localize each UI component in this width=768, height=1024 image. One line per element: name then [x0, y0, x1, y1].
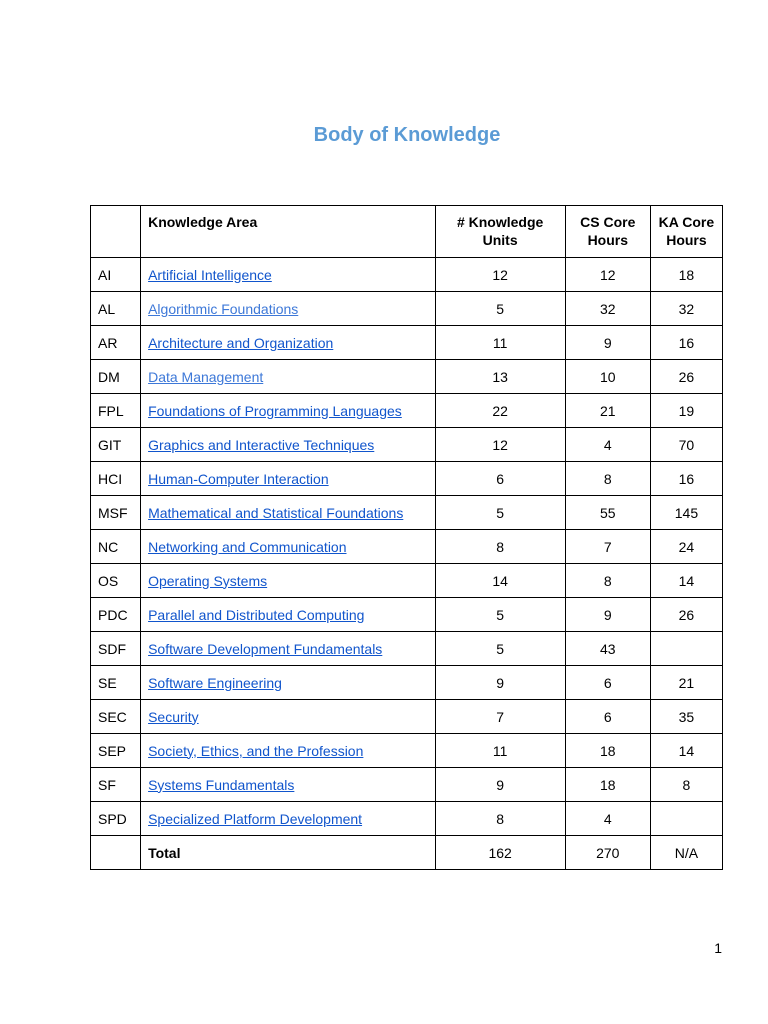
total-code [91, 836, 141, 870]
row-ka-hours: 14 [650, 734, 722, 768]
knowledge-area-link[interactable]: Foundations of Programming Languages [148, 402, 402, 419]
row-cs-hours: 8 [565, 462, 650, 496]
row-cs-hours: 7 [565, 530, 650, 564]
row-code: SE [91, 666, 141, 700]
table-row [91, 496, 723, 530]
row-code: AR [91, 326, 141, 360]
row-cs-hours: 6 [565, 666, 650, 700]
row-units: 6 [435, 462, 565, 496]
header-knowledge-units: # Knowledge Units [435, 206, 565, 258]
row-cs-hours: 9 [565, 598, 650, 632]
table-row [91, 258, 723, 292]
row-code: DM [91, 360, 141, 394]
header-cs-core-hours: CS Core Hours [565, 206, 650, 258]
knowledge-area-link[interactable]: Artificial Intelligence [148, 266, 272, 283]
knowledge-area-link[interactable]: Networking and Communication [148, 538, 347, 555]
row-cs-hours: 10 [565, 360, 650, 394]
row-units: 11 [435, 326, 565, 360]
row-units: 9 [435, 666, 565, 700]
row-ka-hours: 8 [650, 768, 722, 802]
row-code: AL [91, 292, 141, 326]
row-ka-hours: 21 [650, 666, 722, 700]
table-row [91, 700, 723, 734]
knowledge-area-link[interactable]: Software Development Fundamentals [148, 640, 383, 657]
row-area-cell [141, 530, 435, 564]
knowledge-area-link[interactable]: Software Engineering [148, 674, 282, 691]
table-row [91, 802, 723, 836]
knowledge-area-link[interactable]: Parallel and Distributed Computing [148, 606, 365, 623]
row-code: PDC [91, 598, 141, 632]
knowledge-area-link[interactable]: Mathematical and Statistical Foundations [148, 504, 404, 521]
row-code: OS [91, 564, 141, 598]
row-units: 12 [435, 258, 565, 292]
row-ka-hours: 145 [650, 496, 722, 530]
row-ka-hours: 16 [650, 326, 722, 360]
row-ka-hours: 14 [650, 564, 722, 598]
row-cs-hours: 12 [565, 258, 650, 292]
table-row [91, 292, 723, 326]
knowledge-area-link[interactable]: Data Management [148, 368, 264, 385]
row-cs-hours: 18 [565, 734, 650, 768]
row-area-cell [141, 666, 435, 700]
table-header-row [91, 206, 723, 258]
row-units: 5 [435, 632, 565, 666]
table-row [91, 394, 723, 428]
row-code: SEP [91, 734, 141, 768]
row-ka-hours: 24 [650, 530, 722, 564]
row-cs-hours: 4 [565, 802, 650, 836]
row-code: SEC [91, 700, 141, 734]
total-row [91, 836, 723, 870]
knowledge-area-link[interactable]: Systems Fundamentals [148, 776, 295, 793]
row-area-cell [141, 564, 435, 598]
row-units: 5 [435, 292, 565, 326]
knowledge-area-link[interactable]: Operating Systems [148, 572, 268, 589]
row-ka-hours: 19 [650, 394, 722, 428]
knowledge-area-link[interactable]: Society, Ethics, and the Profession [148, 742, 364, 759]
total-ka-hours: N/A [650, 836, 722, 870]
row-area-cell [141, 802, 435, 836]
table-row [91, 666, 723, 700]
table-row [91, 598, 723, 632]
knowledge-area-table [90, 205, 723, 870]
row-cs-hours: 4 [565, 428, 650, 462]
row-area-cell [141, 768, 435, 802]
header-knowledge-area: Knowledge Area [141, 206, 435, 258]
page-title: Body of Knowledge [313, 124, 501, 146]
row-units: 13 [435, 360, 565, 394]
row-code: AI [91, 258, 141, 292]
row-code: SPD [91, 802, 141, 836]
row-code: NC [91, 530, 141, 564]
row-cs-hours: 18 [565, 768, 650, 802]
total-units: 162 [435, 836, 565, 870]
row-ka-hours [650, 802, 722, 836]
row-code: MSF [91, 496, 141, 530]
knowledge-area-link[interactable]: Graphics and Interactive Techniques [148, 436, 375, 453]
row-units: 8 [435, 802, 565, 836]
row-ka-hours: 26 [650, 360, 722, 394]
row-ka-hours: 16 [650, 462, 722, 496]
row-area-cell [141, 496, 435, 530]
page-number: 1 [714, 940, 722, 956]
row-units: 12 [435, 428, 565, 462]
row-code: SF [91, 768, 141, 802]
table-row [91, 428, 723, 462]
table-row [91, 768, 723, 802]
row-cs-hours: 8 [565, 564, 650, 598]
row-cs-hours: 43 [565, 632, 650, 666]
row-area-cell [141, 326, 435, 360]
row-units: 9 [435, 768, 565, 802]
row-ka-hours: 35 [650, 700, 722, 734]
header-ka-core-hours: KA Core Hours [650, 206, 722, 258]
total-label: Total [141, 836, 435, 870]
row-area-cell [141, 598, 435, 632]
row-area-cell [141, 292, 435, 326]
row-ka-hours [650, 632, 722, 666]
row-area-cell [141, 700, 435, 734]
row-ka-hours: 26 [650, 598, 722, 632]
row-area-cell [141, 394, 435, 428]
table-row [91, 530, 723, 564]
row-units: 14 [435, 564, 565, 598]
row-cs-hours: 55 [565, 496, 650, 530]
header-code [91, 206, 141, 258]
row-code: FPL [91, 394, 141, 428]
row-units: 11 [435, 734, 565, 768]
row-code: SDF [91, 632, 141, 666]
table-row [91, 360, 723, 394]
knowledge-area-link[interactable]: Human-Computer Interaction [148, 470, 329, 487]
row-area-cell [141, 462, 435, 496]
row-cs-hours: 32 [565, 292, 650, 326]
row-ka-hours: 18 [650, 258, 722, 292]
knowledge-area-link[interactable]: Specialized Platform Development [148, 810, 363, 827]
knowledge-area-link[interactable]: Architecture and Organization [148, 334, 334, 351]
row-units: 8 [435, 530, 565, 564]
row-units: 7 [435, 700, 565, 734]
row-units: 5 [435, 598, 565, 632]
table-row [91, 326, 723, 360]
row-area-cell [141, 734, 435, 768]
table-row [91, 734, 723, 768]
row-cs-hours: 6 [565, 700, 650, 734]
row-units: 22 [435, 394, 565, 428]
row-ka-hours: 70 [650, 428, 722, 462]
row-units: 5 [435, 496, 565, 530]
row-cs-hours: 21 [565, 394, 650, 428]
row-area-cell [141, 428, 435, 462]
row-area-cell [141, 632, 435, 666]
row-area-cell [141, 360, 435, 394]
row-cs-hours: 9 [565, 326, 650, 360]
row-ka-hours: 32 [650, 292, 722, 326]
row-area-cell [141, 258, 435, 292]
row-code: GIT [91, 428, 141, 462]
knowledge-area-link[interactable]: Security [148, 708, 199, 725]
knowledge-area-link[interactable]: Algorithmic Foundations [148, 300, 299, 317]
table-row [91, 462, 723, 496]
total-cs-hours: 270 [565, 836, 650, 870]
table-row [91, 632, 723, 666]
table-row [91, 564, 723, 598]
row-code: HCI [91, 462, 141, 496]
